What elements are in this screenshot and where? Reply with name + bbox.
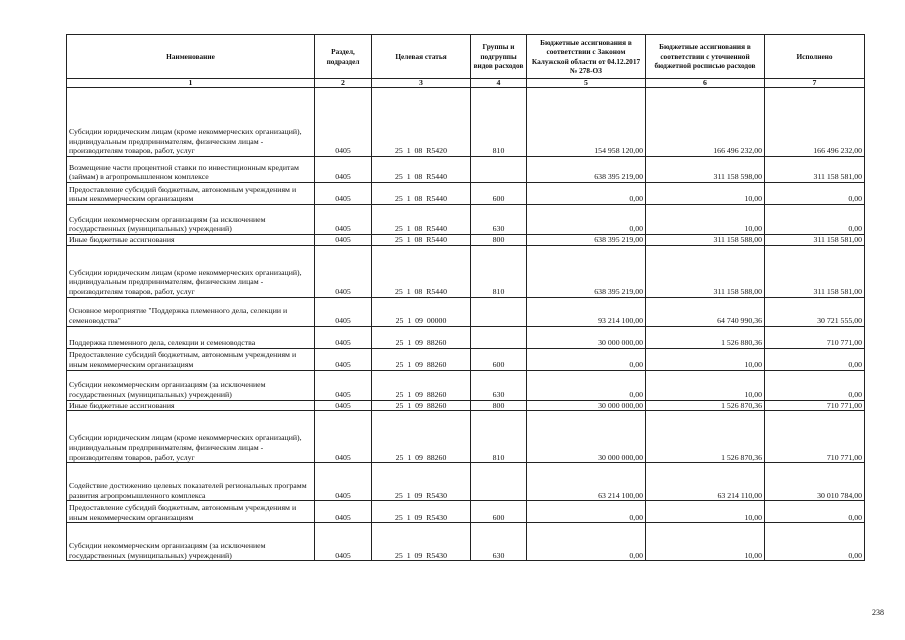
row-law-amount: 30 000 000,00	[527, 411, 646, 463]
row-group: 630	[471, 370, 527, 400]
table-row	[67, 245, 865, 297]
row-law-amount: 63 214 100,00	[527, 463, 646, 501]
row-refined-amount: 311 158 588,00	[646, 235, 765, 246]
row-executed-amount: 30 721 555,00	[765, 297, 865, 326]
row-name: Субсидии некоммерческим организациям (за исключением государственных (муниципальных) учреждений)	[67, 370, 315, 400]
row-section: 0405	[315, 463, 372, 501]
row-target: 25 1 08 R5440	[372, 205, 471, 235]
row-name: Возмещение части процентной ставки по инвестиционным кредитам (займам) в агропромышленном комплексе	[67, 157, 315, 183]
row-executed-amount: 710 771,00	[765, 411, 865, 463]
row-name: Субсидии юридическим лицам (кроме некоммерческих организаций), индивидуальным предпринимателям, физическим лицам - производителям товаров, работ, услуг	[67, 88, 315, 157]
row-name: Субсидии юридическим лицам (кроме некоммерческих организаций), индивидуальным предпринимателям, физическим лицам - производителям товаров, работ, услуг	[67, 411, 315, 463]
row-law-amount: 638 395 219,00	[527, 245, 646, 297]
row-executed-amount: 0,00	[765, 205, 865, 235]
row-target: 25 1 09 00000	[372, 297, 471, 326]
row-law-amount: 0,00	[527, 205, 646, 235]
row-refined-amount: 166 496 232,00	[646, 88, 765, 157]
row-name: Предоставление субсидий бюджетным, автономным учреждениям и иным некоммерческим организациям	[67, 183, 315, 205]
table-row	[67, 326, 865, 348]
row-refined-amount: 10,00	[646, 501, 765, 523]
column-number: 5	[527, 79, 646, 88]
column-number: 7	[765, 79, 865, 88]
row-section: 0405	[315, 157, 372, 183]
row-target: 25 1 09 88260	[372, 370, 471, 400]
row-name: Субсидии некоммерческим организациям (за исключением государственных (муниципальных) учреждений)	[67, 205, 315, 235]
row-group	[471, 326, 527, 348]
row-target: 25 1 09 R5430	[372, 463, 471, 501]
row-group: 800	[471, 400, 527, 411]
row-law-amount: 638 395 219,00	[527, 235, 646, 246]
table-row	[67, 183, 865, 205]
row-refined-amount: 64 740 990,36	[646, 297, 765, 326]
row-refined-amount: 10,00	[646, 183, 765, 205]
row-law-amount: 0,00	[527, 370, 646, 400]
column-number: 6	[646, 79, 765, 88]
row-name: Основное мероприятие "Поддержка племенного дела, селекции и семеноводства"	[67, 297, 315, 326]
row-refined-amount: 63 214 110,00	[646, 463, 765, 501]
row-refined-amount: 10,00	[646, 523, 765, 561]
row-target: 25 1 09 88260	[372, 348, 471, 370]
row-refined-amount: 10,00	[646, 370, 765, 400]
budget-table	[66, 34, 865, 561]
table-row	[67, 157, 865, 183]
row-law-amount: 154 958 120,00	[527, 88, 646, 157]
row-target: 25 1 08 R5440	[372, 245, 471, 297]
row-target: 25 1 09 88260	[372, 400, 471, 411]
row-group: 600	[471, 348, 527, 370]
column-number: 2	[315, 79, 372, 88]
row-refined-amount: 10,00	[646, 348, 765, 370]
row-section: 0405	[315, 501, 372, 523]
row-group	[471, 297, 527, 326]
header-law: Бюджетные ассигнования в соответствии с Законом Калужской области от 04.12.2017 № 278-ОЗ	[527, 35, 646, 79]
row-target: 25 1 09 88260	[372, 411, 471, 463]
row-executed-amount: 30 010 784,00	[765, 463, 865, 501]
row-section: 0405	[315, 297, 372, 326]
row-law-amount: 0,00	[527, 523, 646, 561]
row-target: 25 1 09 88260	[372, 326, 471, 348]
row-executed-amount: 710 771,00	[765, 326, 865, 348]
row-name: Поддержка племенного дела, селекции и семеноводства	[67, 326, 315, 348]
row-law-amount: 638 395 219,00	[527, 157, 646, 183]
row-name: Предоставление субсидий бюджетным, автономным учреждениям и иным некоммерческим организациям	[67, 501, 315, 523]
row-target: 25 1 08 R5440	[372, 183, 471, 205]
header-refined: Бюджетные ассигнования в соответствии с уточненной бюджетной росписью расходов	[646, 35, 765, 79]
header-section: Раздел, подраздел	[315, 35, 372, 79]
row-name: Субсидии юридическим лицам (кроме некоммерческих организаций), индивидуальным предпринимателям, физическим лицам - производителям товаров, работ, услуг	[67, 245, 315, 297]
row-group	[471, 157, 527, 183]
row-section: 0405	[315, 326, 372, 348]
row-executed-amount: 0,00	[765, 183, 865, 205]
row-group	[471, 463, 527, 501]
row-law-amount: 30 000 000,00	[527, 400, 646, 411]
table-row	[67, 88, 865, 157]
table-row	[67, 205, 865, 235]
row-target: 25 1 09 R5430	[372, 501, 471, 523]
row-group: 630	[471, 205, 527, 235]
table-row	[67, 400, 865, 411]
row-target: 25 1 09 R5430	[372, 523, 471, 561]
row-refined-amount: 1 526 880,36	[646, 326, 765, 348]
table-row	[67, 463, 865, 501]
row-section: 0405	[315, 245, 372, 297]
row-section: 0405	[315, 88, 372, 157]
table-body	[67, 88, 865, 561]
row-target: 25 1 08 R5440	[372, 235, 471, 246]
row-executed-amount: 166 496 232,00	[765, 88, 865, 157]
row-name: Иные бюджетные ассигнования	[67, 400, 315, 411]
header-group: Группы и подгруппы видов расходов	[471, 35, 527, 79]
row-group: 600	[471, 501, 527, 523]
row-section: 0405	[315, 183, 372, 205]
row-refined-amount: 311 158 588,00	[646, 245, 765, 297]
row-executed-amount: 311 158 581,00	[765, 235, 865, 246]
row-group: 630	[471, 523, 527, 561]
column-number-row	[67, 79, 865, 88]
row-law-amount: 0,00	[527, 348, 646, 370]
table-row	[67, 370, 865, 400]
header-target: Целевая статья	[372, 35, 471, 79]
row-executed-amount: 0,00	[765, 523, 865, 561]
row-executed-amount: 311 158 581,00	[765, 157, 865, 183]
row-group: 800	[471, 235, 527, 246]
budget-sheet	[66, 34, 864, 561]
row-group: 810	[471, 245, 527, 297]
header-executed: Исполнено	[765, 35, 865, 79]
row-law-amount: 0,00	[527, 501, 646, 523]
table-row	[67, 523, 865, 561]
column-number: 4	[471, 79, 527, 88]
row-law-amount: 0,00	[527, 183, 646, 205]
row-executed-amount: 0,00	[765, 348, 865, 370]
row-section: 0405	[315, 370, 372, 400]
row-name: Содействие достижению целевых показателей региональных программ развития агропромышленного комплекса	[67, 463, 315, 501]
row-section: 0405	[315, 205, 372, 235]
row-executed-amount: 0,00	[765, 501, 865, 523]
row-executed-amount: 311 158 581,00	[765, 245, 865, 297]
row-refined-amount: 1 526 870,36	[646, 411, 765, 463]
column-number: 1	[67, 79, 315, 88]
table-row	[67, 235, 865, 246]
row-group: 810	[471, 88, 527, 157]
row-section: 0405	[315, 235, 372, 246]
row-law-amount: 30 000 000,00	[527, 326, 646, 348]
table-row	[67, 297, 865, 326]
row-refined-amount: 1 526 870,36	[646, 400, 765, 411]
row-refined-amount: 311 158 598,00	[646, 157, 765, 183]
column-number: 3	[372, 79, 471, 88]
row-executed-amount: 710 771,00	[765, 400, 865, 411]
header-name: Наименование	[67, 35, 315, 79]
row-section: 0405	[315, 411, 372, 463]
row-group: 810	[471, 411, 527, 463]
row-executed-amount: 0,00	[765, 370, 865, 400]
row-name: Предоставление субсидий бюджетным, автономным учреждениям и иным некоммерческим организациям	[67, 348, 315, 370]
page-number: 238	[872, 608, 884, 617]
row-law-amount: 93 214 100,00	[527, 297, 646, 326]
row-group: 600	[471, 183, 527, 205]
table-row	[67, 501, 865, 523]
row-target: 25 1 08 R5440	[372, 157, 471, 183]
row-name: Субсидии некоммерческим организациям (за исключением государственных (муниципальных) учреждений)	[67, 523, 315, 561]
row-section: 0405	[315, 348, 372, 370]
table-row	[67, 348, 865, 370]
row-refined-amount: 10,00	[646, 205, 765, 235]
table-row	[67, 411, 865, 463]
header-row	[67, 35, 865, 79]
row-section: 0405	[315, 400, 372, 411]
row-target: 25 1 08 R5420	[372, 88, 471, 157]
row-name: Иные бюджетные ассигнования	[67, 235, 315, 246]
row-section: 0405	[315, 523, 372, 561]
